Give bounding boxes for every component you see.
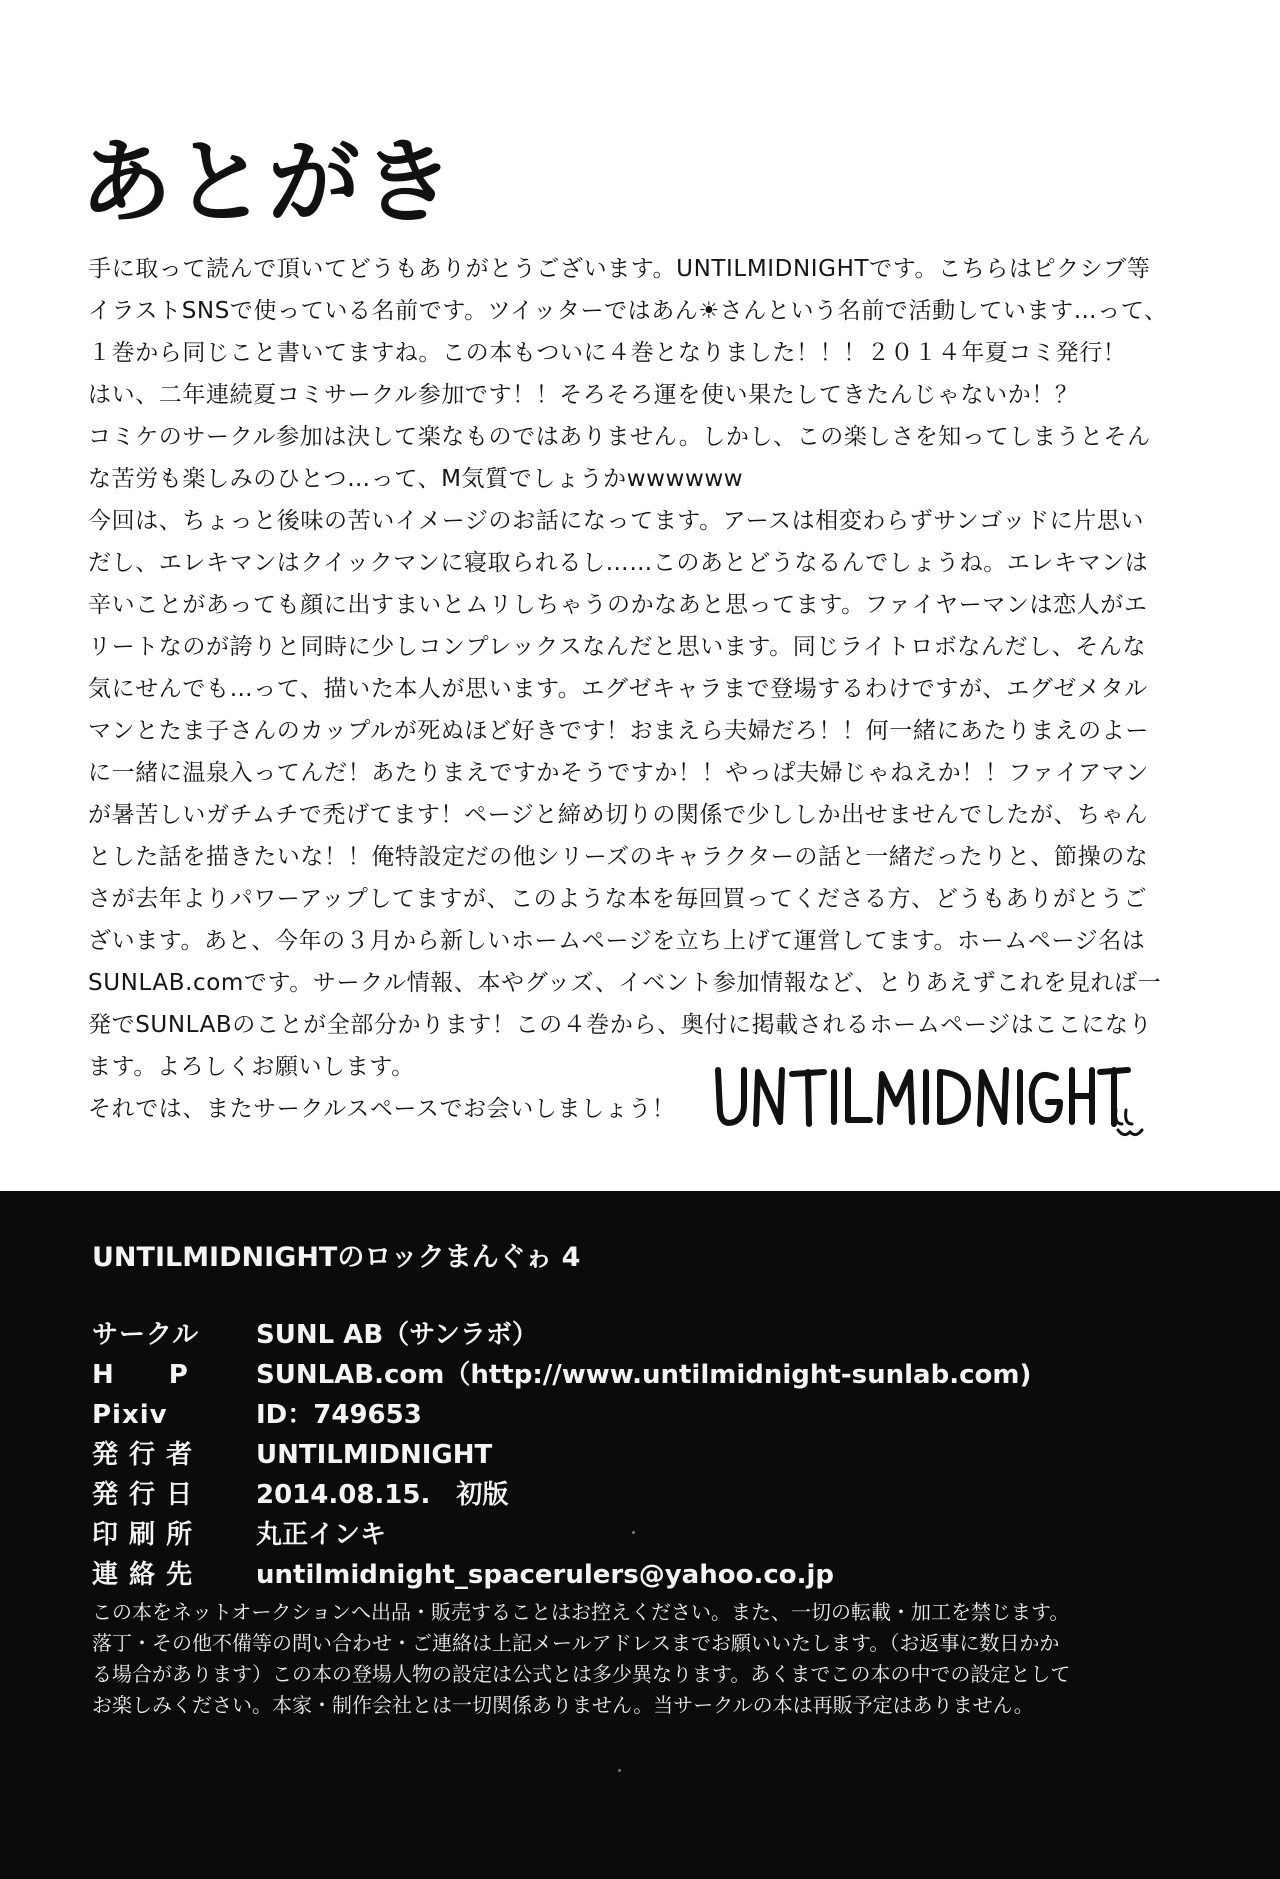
afterword-line: SUNLAB.comです。サークル情報、本やグッズ、イベント参加情報など、とりあえずこれを見れば一 [88,970,1162,996]
afterword-title: あとがき [80,129,457,236]
info-label: 発 行 日 [92,1480,194,1510]
afterword-line: 今回は、ちょっと後味の苦いイメージのお話になってます。アースは相変わらずサンゴッドに片思い [88,508,1145,534]
colophon-row-homepage [92,1355,1192,1395]
afterword-line: ざいます。あと、今年の３月から新しいホームページを立ち上げて運営してます。ホームページ名は [88,928,1146,954]
info-label: 発 行 者 [92,1440,194,1470]
info-value: ID：749653 [256,1400,422,1430]
info-label: 印 刷 所 [92,1520,194,1550]
afterword-line: １巻から同じこと書いてますね。この本もついに４巻となりました！！！２０１４年夏コミ発行！ [88,340,1127,366]
notice-line: 落丁・その他不備等の問い合わせ・ご連絡は上記メールアドレスまでお願いいたします。（お返事に数日かか [92,1631,1060,1655]
colophon-section [0,1191,1280,1879]
afterword-line: 手に取って読んで頂いてどうもありがとうございます。UNTILMIDNIGHTです。こちらはピクシブ等 [88,256,1151,282]
handwritten-signature [714,1060,1144,1140]
afterword-line: 辛いことがあっても顔に出すまいとムリしちゃうのかなあと思ってます。ファイヤーマンは恋人がエ [88,592,1148,618]
info-value: UNTILMIDNIGHT [256,1440,493,1470]
info-value: 2014.08.15. 初版 [256,1480,509,1510]
afterword-line: だし、エレキマンはクイックマンに寝取られるし……このあとどうなるんでしょうね。エレキマンは [88,550,1149,576]
afterword-line: リートなのが誇りと同時に少しコンプレックスなんだと思います。同じライトロボなんだし、そんな [88,634,1147,660]
colophon-info-table [92,1315,1192,1595]
info-label: 連 絡 先 [92,1560,194,1590]
colophon-row-contact [92,1555,1192,1595]
colophon-notice [92,1597,1212,1721]
colophon-row-printer [92,1515,1192,1555]
afterword-line: とした話を描きたいな！！俺特設定だの他シリーズのキャラクターの話と一緒だったりと、節操のな [88,844,1149,870]
afterword-line: さが去年よりパワーアップしてますが、このような本を毎回買ってくださる方、どうもありがとうご [88,886,1148,912]
colophon-row-circle [92,1315,1192,1355]
colophon-row-pixiv [92,1395,1192,1435]
notice-line: お楽しみください。本家・制作会社とは一切関係ありません。当サークルの本は再販予定はありません。 [92,1693,1034,1717]
print-speck [618,1769,621,1772]
notice-line: この本をネットオークションへ出品・販売することはお控えください。また、一切の転載・加工を禁じます。 [92,1600,1070,1624]
afterword-closing-line: それでは、またサークルスペースでお会いしましょう！ [88,1096,676,1122]
info-value: SUNLAB.com（http://www.untilmidnight-sunlab.com) [256,1360,1032,1390]
afterword-line: はい、二年連続夏コミサークル参加です！！そろそろ運を使い果たしてきたんじゃないか！？ [88,382,1079,408]
afterword-line: ます。よろしくお願いします。 [88,1054,415,1080]
afterword-line: 気にせんでも…って、描いた本人が思います。エグゼキャラまで登場するわけですが、エグゼメタル [88,676,1148,702]
info-label: サークル [92,1320,200,1350]
info-label: Pixiv [92,1400,168,1430]
afterword-line: イラストSNSで使っている名前です。ツイッターではあん☀さんという名前で活動しています…って、 [88,298,1168,324]
info-value: SUNL AB（サンラボ） [256,1320,538,1350]
afterword-line: コミケのサークル参加は決して楽なものではありません。しかし、この楽しさを知ってしまうとそん [88,424,1151,450]
colophon-row-publisher [92,1435,1192,1475]
info-label: H P [92,1360,189,1390]
info-value: 丸正インキ [256,1520,387,1550]
info-value: untilmidnight_spacerulers@yahoo.co.jp [256,1560,834,1590]
afterword-line: マンとたま子さんのカップルが死ぬほど好きです！おまえら夫婦だろ！！何一緒にあたりまえのよー [88,718,1149,744]
colophon-row-publish-date [92,1475,1192,1515]
afterword-line: が暑苦しいガチムチで禿げてます！ページと締め切りの関係で少ししか出せませんでしたが、ちゃん [88,802,1148,828]
print-speck [632,1531,635,1534]
afterword-body [88,248,1208,1130]
afterword-line: な苦労も楽しみのひとつ…って、M気質でしょうかwwwwww [88,466,744,492]
afterword-line: 発でSUNLABのことが全部分かります！この４巻から、奥付に掲載されるホームページはここになり [88,1012,1153,1038]
book-title: UNTILMIDNIGHTのロックまんぐゎ 4 [92,1242,581,1273]
notice-line: る場合があります）この本の登場人物の設定は公式とは多少異なります。あくまでこの本の中での設定として [92,1662,1071,1686]
afterword-line: に一緒に温泉入ってんだ！あたりまえですかそうですか！！やっぱ夫婦じゃねえか！！ファイアマン [88,760,1149,786]
